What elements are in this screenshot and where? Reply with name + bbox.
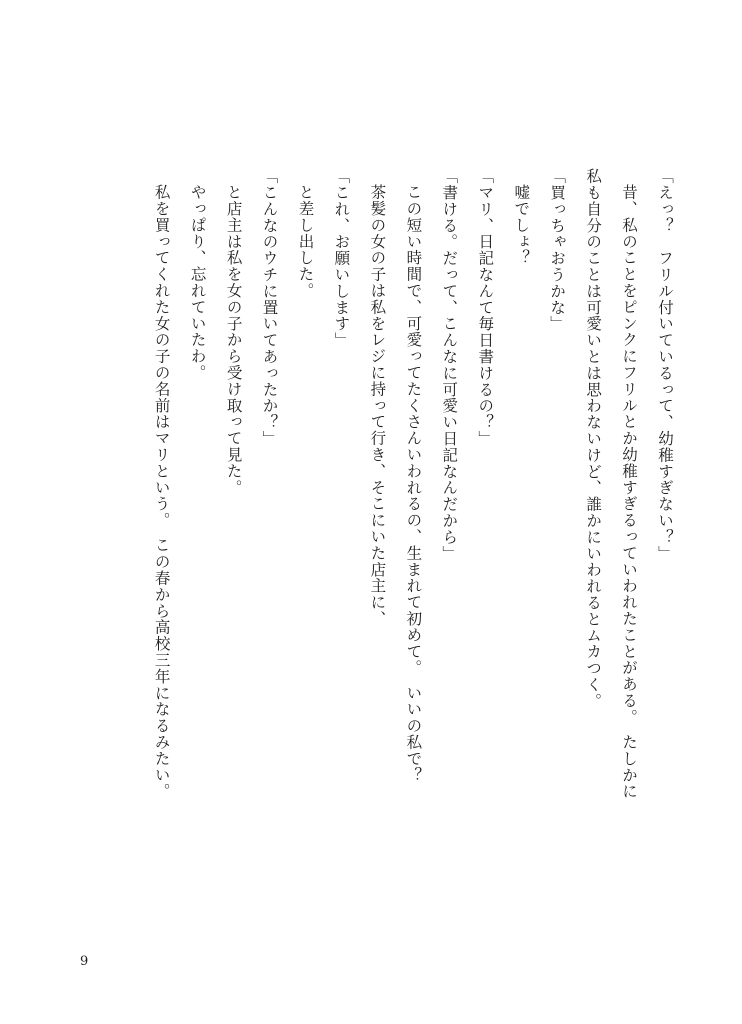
paragraph: 私も自分のことは可愛いとは思わないけど、誰かにいわれるとムカつく。 <box>584 168 603 710</box>
paragraph: この短い時間で、可愛ってたくさんいわれるの、生まれて初めて。 いいの私で？ <box>404 183 423 783</box>
paragraph: と差し出した。 <box>296 183 315 299</box>
paragraph: 「えっ？ フリル付いているって、幼稚すぎない？」 <box>656 168 674 562</box>
paragraph: と店主は私を女の子から受け取って見た。 <box>224 183 243 496</box>
paragraph: 「書ける。だって、こんなに可愛い日記なんだから」 <box>440 168 459 562</box>
paragraph: 嘘でしょ？ <box>512 183 531 266</box>
page-number: 9 <box>80 954 89 969</box>
vertical-text-body <box>62 168 682 928</box>
paragraph: 「マリ、日記なんて毎日書けるの？」 <box>476 168 495 447</box>
paragraph: 「こんなのウチに置いてあったか？」 <box>260 168 279 447</box>
paragraph: 私を買ってくれた女の子の名前はマリという。 この春から高校三年になるみたい。 <box>152 183 171 799</box>
paragraph: 「買っちゃおうかな」 <box>548 168 567 332</box>
paragraph: 茶髪の女の子は私をレジに持って行き、そこにいた店主に、 <box>368 183 387 627</box>
paragraph: やっぱり、忘れていたわ。 <box>188 183 207 381</box>
paragraph: 昔、私のことをピンクにフリルとか幼稚すぎるっていわれたことがある。 たしかに <box>620 183 639 799</box>
paragraph: 「これ、お願いします」 <box>332 168 351 349</box>
